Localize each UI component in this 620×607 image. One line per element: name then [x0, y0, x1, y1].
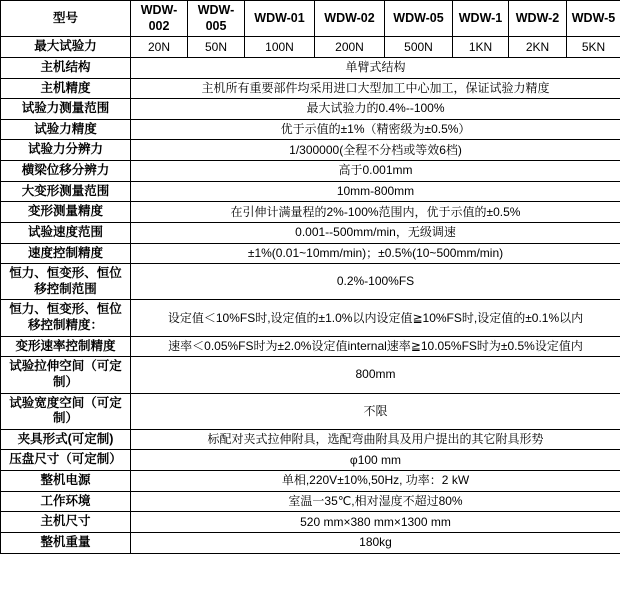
row-value-cell: 100N: [245, 37, 315, 58]
row-value-cell: 800mm: [131, 357, 620, 393]
row-label-cell: 整机重量: [1, 532, 131, 553]
row-value-cell: 20N: [131, 37, 188, 58]
table-row: [1, 336, 620, 357]
row-value-cell: 最大试验力的0.4%--100%: [131, 99, 620, 120]
table-row: [1, 357, 620, 393]
row-value-cell: 室温一35℃,相对湿度不超过80%: [131, 491, 620, 512]
header-model-cell: WDW-002: [131, 1, 188, 37]
row-label-cell: 恒力、恒变形、恒位移控制精度：: [1, 300, 131, 336]
row-value-cell: 不限: [131, 393, 620, 429]
table-row: [1, 264, 620, 300]
row-label-cell: 整机电源: [1, 471, 131, 492]
table-row: [1, 37, 620, 58]
row-label-cell: 试验力精度: [1, 119, 131, 140]
row-value-cell: 高于0.001mm: [131, 161, 620, 182]
row-label-cell: 横梁位移分辨力: [1, 161, 131, 182]
row-value-cell: 500N: [385, 37, 453, 58]
row-value-cell: 200N: [315, 37, 385, 58]
row-value-cell: 单臂式结构: [131, 57, 620, 78]
row-label-cell: 主机结构: [1, 57, 131, 78]
row-value-cell: 1/300000(全程不分档或等效6档): [131, 140, 620, 161]
row-label-cell: 最大试验力: [1, 37, 131, 58]
row-label-cell: 试验速度范围: [1, 222, 131, 243]
header-model-cell: WDW-2: [509, 1, 567, 37]
table-row: [1, 429, 620, 450]
row-value-cell: 5KN: [567, 37, 620, 58]
table-row: [1, 491, 620, 512]
row-value-cell: 速率＜0.05%FS时为±2.0%设定值internal速率≧10.05%FS时为±0.5%设定值内: [131, 336, 620, 357]
header-label-cell: 型号: [1, 1, 131, 37]
table-row: [1, 243, 620, 264]
table-row: [1, 140, 620, 161]
table-row: [1, 78, 620, 99]
row-value-cell: φ100 mm: [131, 450, 620, 471]
row-value-cell: 0.2%-100%FS: [131, 264, 620, 300]
table-header-row: [1, 1, 620, 37]
row-label-cell: 大变形测量范围: [1, 181, 131, 202]
table-row: [1, 512, 620, 533]
header-model-cell: WDW-1: [453, 1, 509, 37]
row-value-cell: 10mm-800mm: [131, 181, 620, 202]
row-value-cell: 在引伸计满量程的2%-100%范围内，优于示值的±0.5%: [131, 202, 620, 223]
row-value-cell: 520 mm×380 mm×1300 mm: [131, 512, 620, 533]
table-row: [1, 99, 620, 120]
row-value-cell: 50N: [188, 37, 245, 58]
row-label-cell: 主机尺寸: [1, 512, 131, 533]
header-model-cell: WDW-005: [188, 1, 245, 37]
table-row: [1, 471, 620, 492]
header-model-cell: WDW-01: [245, 1, 315, 37]
row-value-cell: 主机所有重要部件均采用进口大型加工中心加工，保证试验力精度: [131, 78, 620, 99]
table-row: [1, 450, 620, 471]
row-label-cell: 变形速率控制精度: [1, 336, 131, 357]
row-value-cell: 设定值＜10%FS时,设定值的±1.0%以内设定值≧10%FS时,设定值的±0.1%以内: [131, 300, 620, 336]
table-row: [1, 393, 620, 429]
row-label-cell: 主机精度: [1, 78, 131, 99]
header-model-cell: WDW-02: [315, 1, 385, 37]
row-label-cell: 夹具形式(可定制): [1, 429, 131, 450]
table-row: [1, 119, 620, 140]
row-value-cell: 0.001--500mm/min，无级调速: [131, 222, 620, 243]
table-row: [1, 181, 620, 202]
row-label-cell: 试验拉伸空间（可定制）: [1, 357, 131, 393]
row-label-cell: 压盘尺寸（可定制）: [1, 450, 131, 471]
table-row: [1, 222, 620, 243]
table-row: [1, 300, 620, 336]
row-value-cell: ±1%(0.01~10mm/min)；±0.5%(10~500mm/min): [131, 243, 620, 264]
header-model-cell: WDW-05: [385, 1, 453, 37]
row-label-cell: 速度控制精度: [1, 243, 131, 264]
row-label-cell: 工作环境: [1, 491, 131, 512]
row-value-cell: 单相,220V±10%,50Hz, 功率：2 kW: [131, 471, 620, 492]
row-label-cell: 试验力分辨力: [1, 140, 131, 161]
row-value-cell: 180kg: [131, 532, 620, 553]
header-model-cell: WDW-5: [567, 1, 620, 37]
row-value-cell: 2KN: [509, 37, 567, 58]
row-label-cell: 试验力测量范围: [1, 99, 131, 120]
table-row: [1, 532, 620, 553]
row-label-cell: 试验宽度空间（可定制）: [1, 393, 131, 429]
table-row: [1, 161, 620, 182]
row-value-cell: 标配对夹式拉伸附具，选配弯曲附具及用户提出的其它附具形势: [131, 429, 620, 450]
row-label-cell: 变形测量精度: [1, 202, 131, 223]
row-label-cell: 恒力、恒变形、恒位移控制范围: [1, 264, 131, 300]
table-row: [1, 202, 620, 223]
table-row: [1, 57, 620, 78]
row-value-cell: 优于示值的±1%（精密级为±0.5%）: [131, 119, 620, 140]
row-value-cell: 1KN: [453, 37, 509, 58]
